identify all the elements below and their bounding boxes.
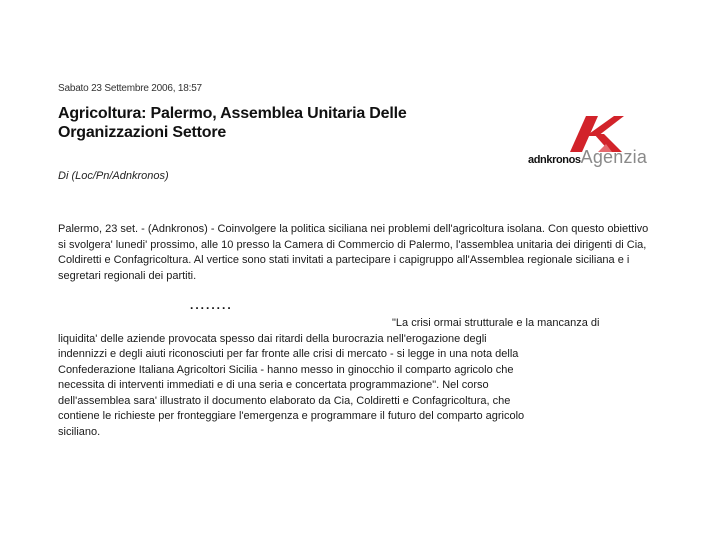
article-author: Di (Loc/Pn/Adnkronos) xyxy=(58,170,169,182)
paragraph-line: Confederazione Italiana Agricoltori Sicilia - hanno messo in ginocchio il comparto agricolo che xyxy=(58,363,514,376)
paragraph-line: "La crisi ormai strutturale e la mancanza di xyxy=(392,317,600,329)
article-title: Agricoltura: Palermo, Assemblea Unitaria Delle Organizzazioni Settore xyxy=(58,105,407,141)
paragraph-line: necessita di interventi immediati e di una seria e concertata programmazione". Nel corso xyxy=(58,379,489,391)
article-paragraph-1: Palermo, 23 set. - (Adnkronos) - Coinvolgere la politica siciliana nei problemi dell'agricoltura isolana. Con questo obiettivo si svolgera' lunedi' prossimo, alle 10 presso la Camera di Commercio di Palermo, l'assemblea unitaria dei dirigenti di Cia, Coldiretti e Confagricoltura. Al vertice sono stati invitati a partecipare i capigruppo all'Assemblea regionale siciliana e i segretari regionali dei partiti. xyxy=(58,223,649,282)
paragraph-line: contiene le richieste per fronteggiare l'emergenza e programmare il futuro del comparto agricolo xyxy=(58,410,525,422)
article-date: Sabato 23 Settembre 2006, 18:57 xyxy=(58,83,202,94)
paragraph-line: dell'assemblea sara' illustrato il documento elaborato da Cia, Coldiretti e Confagricoltura, che xyxy=(58,394,511,407)
adnkronos-logo xyxy=(528,116,668,176)
paragraph-line: indennizzi e degli aiuti riconosciuti per far fronte alle crisi di mercato - si legge in una nota della xyxy=(58,348,519,360)
logo-agency-text: Agenzia xyxy=(580,147,648,167)
logo-brand-text: adnkronos xyxy=(528,154,581,166)
article-paragraph-2 xyxy=(58,316,666,440)
omission-dots: ........ xyxy=(190,298,233,312)
paragraph-line: liquidita' delle aziende provocata spesso dai ritardi della burocrazia nell'erogazione degli xyxy=(58,332,487,345)
paragraph-line: siciliano. xyxy=(58,425,101,438)
